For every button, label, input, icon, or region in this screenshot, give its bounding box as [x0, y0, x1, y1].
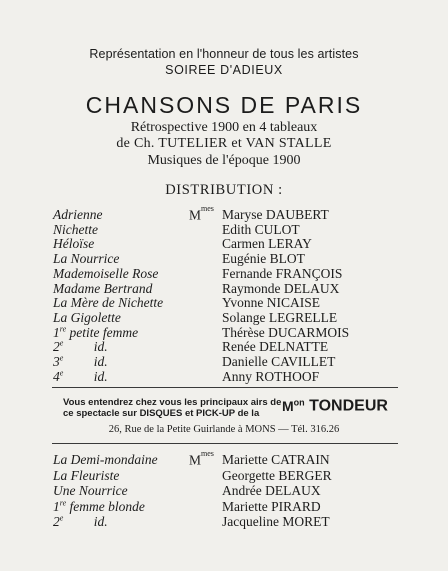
cast-row [0, 310, 448, 326]
role-name-rest: id. [63, 354, 108, 369]
role-ordinal-suffix: re [59, 498, 67, 508]
role-ordinal-suffix: re [59, 324, 67, 334]
cast-row [0, 204, 448, 223]
role-name-main: 1 [53, 498, 60, 514]
role-name [53, 222, 98, 238]
subtitle-line-2: de Ch. TUTELIER et VAN STALLE [116, 136, 332, 151]
ad-brand [282, 397, 388, 416]
role-name-main: Mademoiselle Rose [53, 265, 159, 281]
role-ordinal-suffix: e [59, 353, 64, 363]
actor-name: Georgette BERGER [222, 467, 332, 483]
role-name [53, 236, 94, 252]
role-name-main: La Demi-mondaine [53, 452, 158, 467]
actor-name: Thérèse DUCARMOIS [222, 324, 350, 340]
role-name [53, 266, 158, 282]
role-name-main: 2 [53, 514, 60, 530]
role-name [53, 295, 163, 311]
role-ordinal-suffix: e [59, 368, 64, 378]
role-name-main: La Gigolette [53, 309, 121, 325]
role-name-main: La Nourrice [53, 251, 120, 267]
role-name-main: Adrienne [53, 207, 103, 222]
role-name-rest: petite femme [66, 324, 139, 340]
role-name [53, 483, 128, 499]
role-name [53, 369, 108, 385]
distribution-heading: DISTRIBUTION : [165, 182, 283, 198]
role-name-rest: id. [63, 368, 108, 384]
actor-name: Carmen LERAY [222, 236, 312, 252]
divider-bottom [52, 443, 398, 444]
ad-address: 26, Rue de la Petite Guirlande à MONS — Tél. 316.26 [108, 424, 340, 435]
role-ordinal-suffix: e [59, 513, 64, 523]
role-name-main: 2 [53, 339, 60, 355]
header-line-2: SOIREE D'ADIEUX [165, 63, 283, 77]
cast-row [0, 339, 448, 355]
divider-top [52, 387, 398, 388]
actor-name: Renée DELNATTE [222, 339, 329, 355]
actor-name: Andrée DELAUX [222, 483, 321, 499]
role-name-main: 3 [53, 354, 60, 369]
actor-name: Fernande FRANÇOIS [222, 265, 343, 281]
cast-row [0, 354, 448, 370]
honorific-prefix-main: M [189, 452, 202, 468]
cast-row [0, 499, 448, 515]
cast-row [0, 266, 448, 282]
honorific-prefix-main: M [189, 207, 202, 223]
role-name-main: Une Nourrice [53, 483, 128, 499]
actor-name: Mariette CATRAIN [222, 452, 330, 467]
role-name [53, 207, 103, 223]
role-name [53, 514, 108, 530]
actor-name: Yvonne NICAISE [222, 295, 321, 311]
ad-brand-prefix-main: M [282, 397, 294, 414]
cast-row [0, 369, 448, 385]
ad-brand-name: TONDEUR [304, 397, 388, 415]
role-name [53, 452, 158, 468]
role-name-main: La Fleuriste [53, 467, 120, 483]
cast-row [0, 449, 448, 468]
cast-row [0, 236, 448, 252]
honorific-prefix-sup: mes [201, 204, 214, 213]
role-name [53, 281, 152, 297]
actor-name: Raymonde DELAUX [222, 280, 340, 296]
actor-name: Eugénie BLOT [222, 251, 305, 267]
role-name-main: Héloïse [53, 236, 95, 252]
role-name [53, 251, 119, 267]
role-name-main: Nichette [53, 221, 98, 237]
role-name-main: 4 [53, 368, 60, 384]
actor-name: Edith CULOT [222, 221, 300, 237]
role-name-rest: id. [63, 514, 108, 530]
cast-row [0, 483, 448, 499]
subtitle-line-3: Musiques de l'époque 1900 [147, 153, 301, 168]
actor-name: Anny ROTHOOF [222, 368, 320, 384]
actor-name: Mariette PIRARD [222, 498, 321, 514]
cast-row [0, 222, 448, 238]
actor-name: Solange LEGRELLE [222, 309, 338, 325]
actor-name: Danielle CAVILLET [222, 354, 336, 369]
honorific-prefix [189, 449, 214, 469]
role-name-main: Madame Bertrand [53, 280, 153, 296]
role-name-rest: id. [63, 339, 108, 355]
ad-brand-prefix [282, 398, 305, 414]
actor-name: Maryse DAUBERT [222, 207, 329, 222]
ad-line-2: ce spectacle sur DISQUES et PICK-UP de la [63, 408, 260, 419]
cast-row [0, 514, 448, 530]
cast-row [0, 468, 448, 484]
cast-row [0, 281, 448, 297]
header-line-1: Représentation en l'honneur de tous les artistes [89, 47, 359, 61]
cast-row [0, 295, 448, 311]
role-name-main: La Mère de Nichette [53, 295, 164, 311]
actor-name: Jacqueline MORET [222, 514, 330, 530]
ad-line-1: Vous entendrez chez vous les principaux airs de [63, 397, 282, 408]
page-title: CHANSONS DE PARIS [85, 92, 363, 118]
honorific-prefix-sup: mes [201, 449, 214, 458]
role-name-main: 1 [53, 324, 60, 340]
cast-row [0, 251, 448, 267]
subtitle-line-1: Rétrospective 1900 en 4 tableaux [130, 120, 318, 135]
role-name-rest: femme blonde [66, 498, 145, 514]
role-name [53, 499, 145, 515]
role-ordinal-suffix: e [59, 338, 64, 348]
role-name [53, 468, 119, 484]
ad-brand-prefix-sup: on [293, 397, 305, 407]
